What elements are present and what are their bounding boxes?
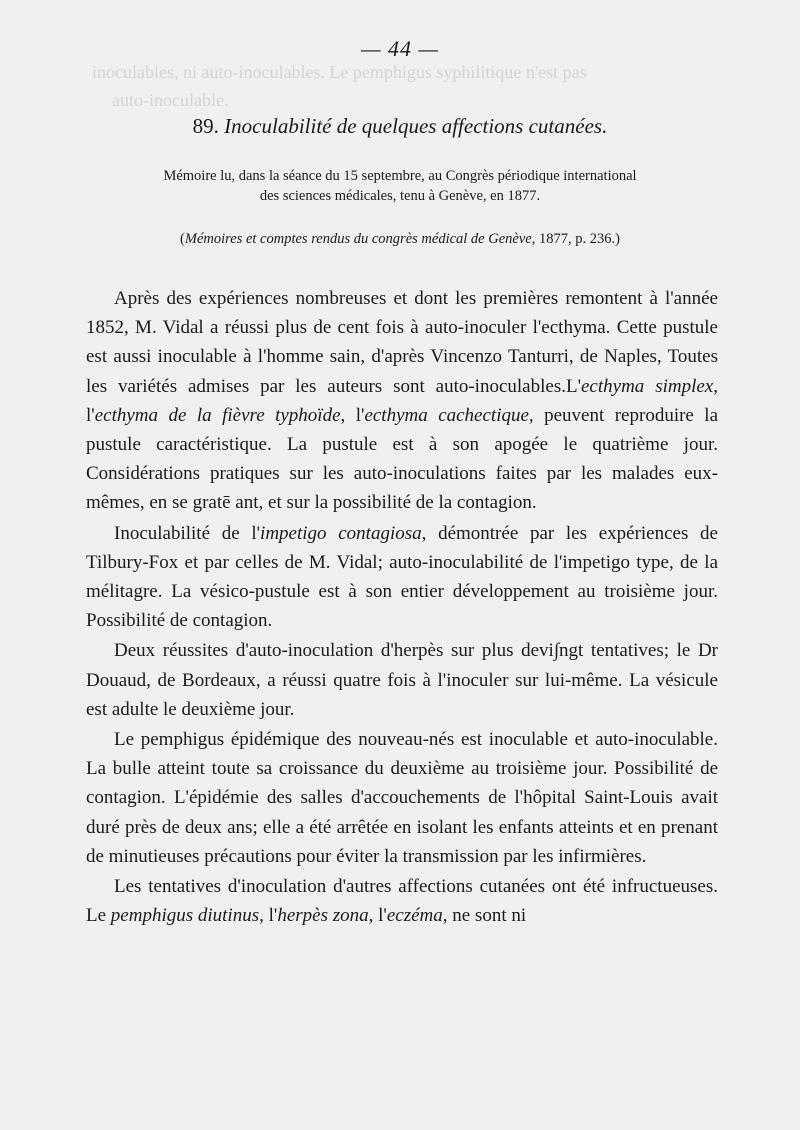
text-run: L'	[565, 375, 581, 397]
text-run: Les tentatives d'inoculation d'autres affections cutanées ont été infructueuses. Le	[86, 876, 718, 927]
italic-term: ecthyma de la fièvre typhoïde	[94, 404, 341, 426]
text-run: , l'	[86, 375, 718, 426]
text-run: , ne sont ni	[442, 905, 527, 927]
source-citation	[110, 229, 690, 249]
paragraph	[86, 284, 718, 518]
text-run: Après des expériences nombreuses et dont les premières remontent à l'année 1852, M. Vidal a réussi plus de cent fois à auto-inoculer l'ecthyma. Cette pustule est aussi inoculable à l'homme sain, d'après Vincenzo Tanturri, de Naples, Toutes les variétés admises par les auteurs sont auto-inoculables.	[86, 288, 718, 397]
text-run: , l'	[259, 905, 278, 927]
memoire-note	[110, 166, 690, 206]
source-rest: 1877, p. 236.)	[535, 231, 620, 247]
entry-heading	[0, 114, 800, 139]
paragraph: Deux réussites d'auto-inoculation d'herpès sur plus devi∫ngt tentatives; le Dr Douaud, de Bordeaux, a réussi quatre fois à l'inoculer sur lui-même. La vésicule est adulte le deuxième jour.	[86, 640, 718, 720]
italic-term: eczéma	[386, 905, 443, 927]
bleed-through-text: auto-inoculable.	[112, 90, 229, 110]
source-title: Mémoires et comptes rendus du congrès médical de Genève,	[184, 231, 536, 247]
page-number: — 44 —	[360, 36, 440, 61]
italic-term: herpès zona	[277, 905, 369, 927]
bleed-through-text: inoculables, ni auto-inoculables. Le pemphigus syphilitique n'est pas	[92, 62, 587, 82]
text-run: , peuvent reproduire la pustule caractéristique. La pustule est à son apogée le quatrième jour. Considérations pratiques sur les auto-inoculations faites par les malades eux-mêmes, en se gratē ant, et sur la possibilité de la contagion.	[86, 404, 719, 514]
text-run: , l'	[368, 905, 387, 927]
italic-term: pemphigus diutinus	[110, 905, 260, 927]
italic-term: ecthyma cachectique	[364, 404, 529, 426]
text-run: , l'	[340, 404, 365, 426]
source-open: (	[180, 231, 185, 247]
paragraph: Le pemphigus épidémique des nouveau-nés est inoculable et auto-inoculable. La bulle atteint toute sa croissance du deuxième au troisième jour. Possibilité de contagion. L'épidémie des salles d'accouchements de l'hôpital Saint-Louis avait duré près de deux ans; elle a été arrêtée en isolant les enfants atteints et en prenant de minutieuses précautions pour éviter la transmission par les infirmières.	[86, 729, 718, 867]
body-text	[86, 284, 718, 930]
memoire-line: Mémoire lu, dans la séance du 15 septembre, au Congrès périodique international	[163, 168, 637, 184]
italic-term: impetigo contagiosa	[260, 522, 422, 544]
text-run: , démontrée par les expériences de Tilbury-Fox et par celles de M. Vidal; auto-inoculabilité de l'impetigo type, de la mélitagre. La vésico-pustule est à son entier développement au troisième jour. Possibilité de contagion.	[86, 522, 718, 632]
paragraph	[86, 872, 718, 930]
text-run: Inoculabilité de l'	[114, 522, 261, 544]
italic-term: ecthyma simplex	[581, 375, 714, 397]
entry-number: 89.	[192, 114, 219, 138]
memoire-line: des sciences médicales, tenu à Genève, en 1877.	[259, 188, 541, 204]
paragraph	[86, 519, 718, 636]
entry-title: Inoculabilité de quelques affections cutanées.	[224, 114, 608, 138]
